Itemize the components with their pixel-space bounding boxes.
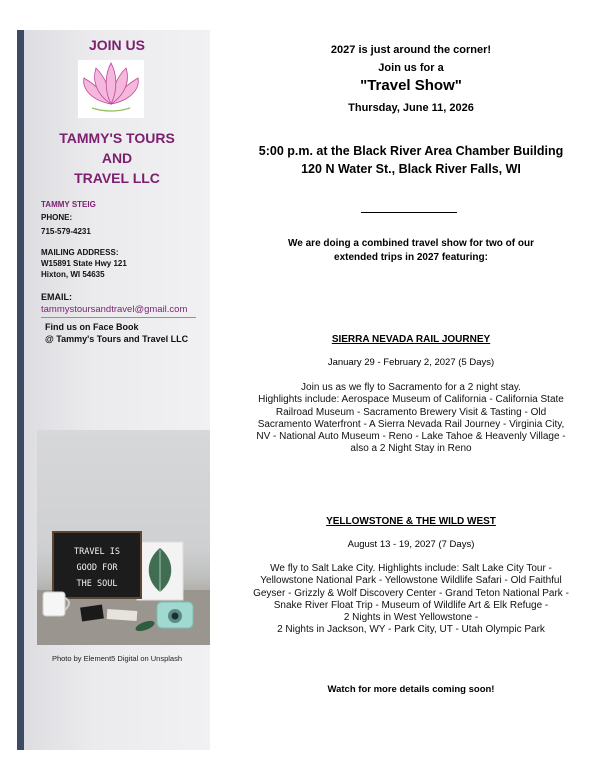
photo-sign-text: TRAVEL IS: [73, 547, 121, 557]
section-divider: [361, 212, 457, 213]
lotus-logo-icon: [78, 60, 144, 118]
trip-description: [232, 563, 590, 637]
trip-description-line: Highlights include: Aerospace Museum of California - California State: [258, 394, 564, 406]
trip-description-line: Sacramento Waterfront - A Sierra Nevada Rail Journey - Virginia City,: [257, 418, 565, 430]
company-name-line: TRAVEL LLC: [74, 170, 160, 186]
travel-photo: [37, 430, 210, 645]
event-name: "Travel Show": [360, 77, 462, 94]
trip-dates: January 29 - February 2, 2027 (5 Days): [327, 357, 495, 368]
photo-credit: Photo by Element5 Digital on Unsplash: [51, 654, 183, 663]
trip-description-line: NV - National Auto Museum - Reno - Lake Tahoe & Heavenly Village -: [256, 431, 566, 443]
trip-dates: August 13 - 19, 2027 (7 Days): [347, 539, 475, 550]
intro-line: 2027 is just around the corner!: [330, 44, 492, 56]
trip-title-yellowstone: YELLOWSTONE & THE WILD WEST: [326, 516, 496, 527]
phone-number: 715-579-4231: [41, 227, 91, 236]
trip-description-line: 2 Nights in West Yellowstone -: [343, 612, 479, 624]
facebook-line: @ Tammy's Tours and Travel LLC: [45, 334, 189, 344]
company-name-line: AND: [101, 150, 133, 166]
email-label: EMAIL:: [41, 292, 72, 302]
trip-description-line: Yellowstone National Park - Yellowstone Wildlife Safari - Old Faithful: [260, 575, 562, 587]
trip-description-line: Join us as we fly to Sacramento for a 2 night stay.: [301, 382, 521, 393]
trip-description: [232, 382, 590, 456]
contact-name: TAMMY STEIG: [41, 200, 96, 209]
closing-note: Watch for more details coming soon!: [327, 684, 495, 695]
description-line: extended trips in 2027 featuring:: [334, 252, 488, 263]
sidebar-accent-border: [17, 30, 24, 750]
address-line: W15891 State Hwy 121: [41, 259, 127, 268]
company-name-line: TAMMY'S TOURS: [59, 130, 175, 146]
photo-sign-text: GOOD FOR: [76, 563, 118, 573]
event-date: Thursday, June 11, 2026: [348, 102, 474, 114]
trip-description-line: also a 2 Night Stay in Reno: [350, 443, 472, 455]
mailing-address-label: MAILING ADDRESS:: [41, 248, 119, 257]
join-us-heading: JOIN US: [88, 37, 145, 53]
trip-description-line: We fly to Salt Lake City. Highlights include: Salt Lake City Tour -: [270, 563, 552, 574]
company-name: [24, 128, 210, 188]
event-time-place: 5:00 p.m. at the Black River Area Chamber Building: [258, 144, 564, 158]
phone-label: PHONE:: [41, 213, 73, 222]
description-line: We are doing a combined travel show for two of our: [288, 238, 534, 249]
trip-description-line: Snake River Float Trip - Museum of Wildlife Art & Elk Refuge -: [273, 599, 549, 611]
email-link[interactable]: tammystoursandtravel@gmail.com: [41, 304, 196, 318]
trip-description-line: Geyser - Grizzly & Wolf Discovery Center - Grand Teton National Park -: [253, 587, 569, 599]
event-address: 120 N Water St., Black River Falls, WI: [301, 162, 521, 176]
address-line: Hixton, WI 54635: [41, 270, 105, 279]
trip-description-line: 2 Nights in Jackson, WY - Park City, UT - Utah Olympic Park: [277, 624, 545, 636]
trip-title-sierra-nevada: SIERRA NEVADA RAIL JOURNEY: [331, 334, 491, 345]
intro-line: Join us for a: [378, 62, 444, 74]
facebook-line: Find us on Face Book: [45, 322, 139, 332]
trip-description-line: Railroad Museum - Sacramento Brewery Visit & Tasting - Old: [275, 406, 547, 418]
photo-illustration: [37, 430, 210, 645]
facebook-info: [45, 321, 188, 345]
photo-sign-text: THE SOUL: [76, 579, 118, 589]
